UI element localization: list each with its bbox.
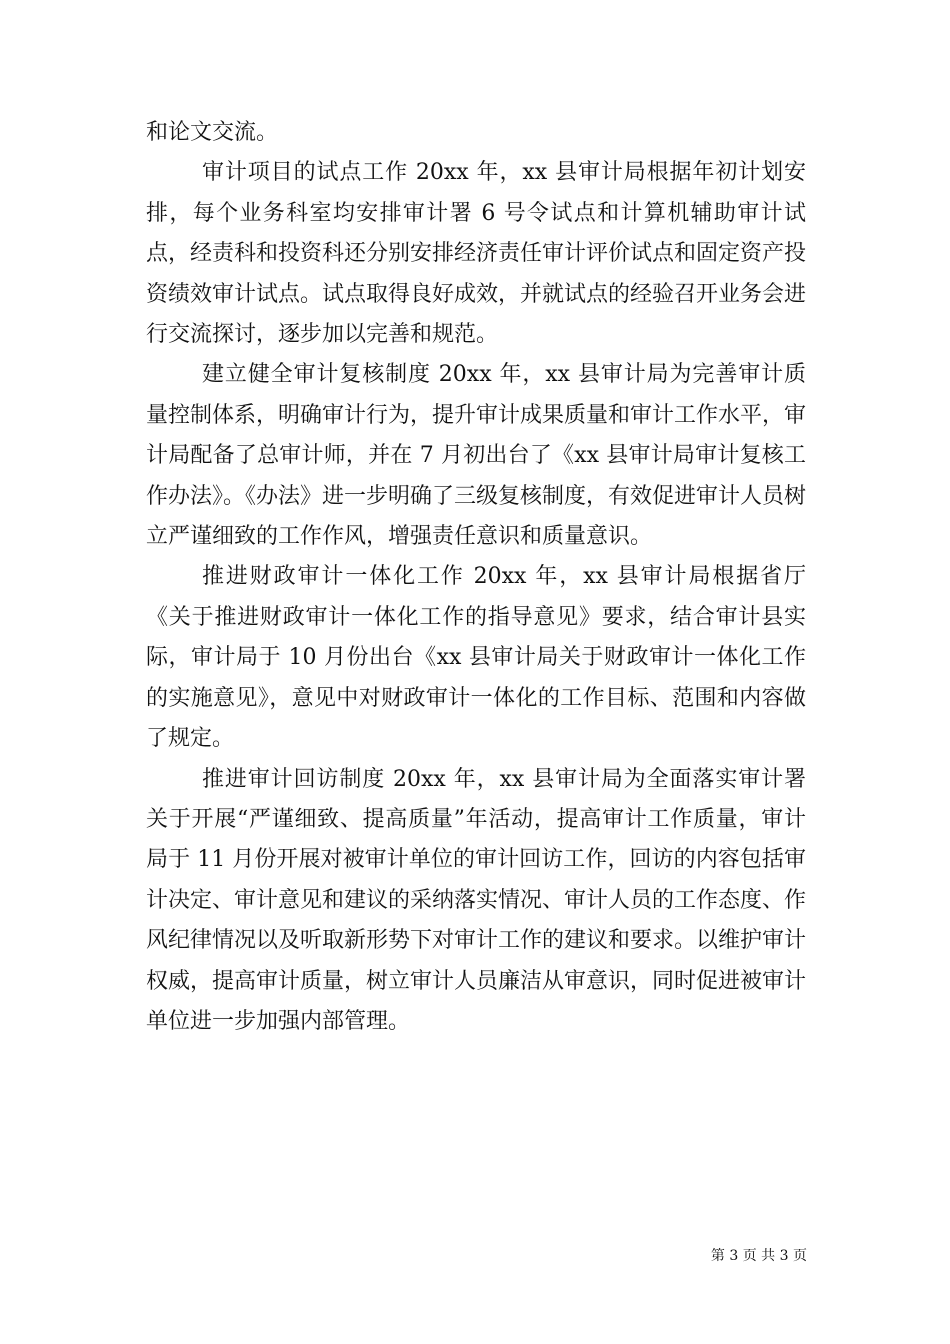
document-body — [146, 113, 806, 1042]
paragraph-review-system: 建立健全审计复核制度 20xx 年，xx 县审计局为完善审计质量控制体系，明确审计行为，提升审计成果质量和审计工作水平，审计局配备了总审计师，并在 7 月初出台了《xx 县审计局审计复核工作办法》。《办法》进一步明确了三级复核制度，有效促进审计人员树立严谨细致的工作作风，增强责任意识和质量意识。 — [146, 362, 807, 550]
paragraph-continuation: 和论文交流。 — [146, 120, 279, 145]
paragraph-fiscal-audit-integration: 推进财政审计一体化工作 20xx 年，xx 县审计局根据省厅《关于推进财政审计一体化工作的指导意见》要求，结合审计县实际，审计局于 10 月份出台《xx 县审计局关于财政审计一体化工作的实施意见》，意见中对财政审计一体化的工作目标、范围和内容做了规定。 — [146, 564, 806, 752]
page-number-footer: 第 3 页 共 3 页 — [710, 1248, 807, 1264]
paragraph-audit-revisit: 推进审计回访制度 20xx 年，xx 县审计局为全面落实审计署关于开展“严谨细致、提高质量”年活动，提高审计工作质量，审计局于 11 月份开展对被审计单位的审计回访工作，回访的内容包括审计决定、审计意见和建议的采纳落实情况、审计人员的工作态度、作风纪律情况以及听取新形势下对审计工作的建议和要求。以维护审计权威，提高审计质量，树立审计人员廉洁从审意识，同时促进被审计单位进一步加强内部管理。 — [146, 766, 807, 1034]
paragraph-pilot-projects: 审计项目的试点工作 20xx 年，xx 县审计局根据年初计划安排，每个业务科室均安排审计署 6 号令试点和计算机辅助审计试点，经责科和投资科还分别安排经济责任审计评价试点和固定资产投资绩效审计试点。试点取得良好成效，并就试点的经验召开业务会进行交流探讨，逐步加以完善和规范。 — [146, 160, 807, 348]
